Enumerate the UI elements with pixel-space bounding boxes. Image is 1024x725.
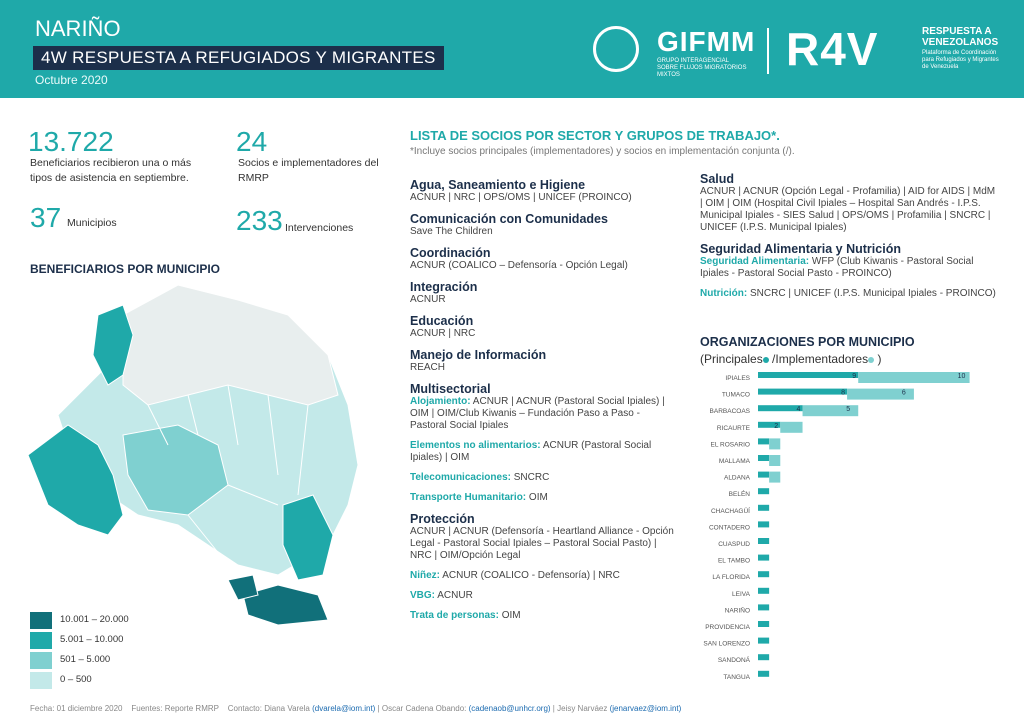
sub-text: OIM	[501, 610, 521, 621]
bar-principales	[758, 521, 769, 527]
bar-principales	[758, 455, 769, 461]
category-label: CUASPUD	[718, 541, 750, 548]
sector-proteccion	[410, 512, 675, 622]
footer-email-link[interactable]: (jenarvaez@iom.int)	[609, 704, 682, 713]
sub-label: Seguridad Alimentaria:	[700, 256, 810, 267]
bar-implementadores	[780, 422, 802, 433]
sub-ninez	[410, 570, 675, 582]
sub-vbg	[410, 590, 675, 602]
r4v-logo-text: RESPUESTA A VENEZOLANOS	[922, 26, 999, 48]
bar-principales	[758, 505, 769, 511]
bar-value-label: 6	[901, 389, 906, 397]
sector-text: ACNUR	[410, 294, 446, 305]
category-label: SANDONÁ	[717, 657, 750, 665]
legend-label: 10.001 – 20.000	[60, 614, 129, 625]
sector-text: ACNUR | NRC	[410, 328, 476, 339]
sector-title: Educación	[410, 314, 474, 328]
header-banner	[0, 0, 1024, 98]
chart-subtitle-c: )	[877, 352, 882, 366]
legend-item	[30, 652, 290, 670]
bar-value-label: 4	[796, 406, 801, 414]
report-date: Octubre 2020	[35, 73, 108, 87]
sector-title: Integración	[410, 280, 478, 294]
sub-label: Elementos no alimentarios:	[410, 440, 541, 451]
sub-label: Trata de personas:	[410, 610, 499, 621]
chart-subtitle	[700, 352, 881, 366]
sub-nutricion	[700, 288, 1000, 300]
legend-swatch	[30, 612, 52, 629]
bar-principales	[758, 438, 769, 444]
category-label: NARIÑO	[724, 607, 750, 615]
sub-seg-alimentaria	[700, 256, 1000, 280]
category-label: EL TAMBO	[717, 557, 750, 565]
chart-subtitle-b: /Implementadores	[772, 352, 869, 366]
map-title: BENEFICIARIOS POR MUNICIPIO	[30, 262, 221, 276]
sub-text: ACNUR	[437, 590, 473, 601]
sector-text: ACNUR (COALICO – Defensoría - Opción Legal)	[410, 260, 628, 271]
sub-text: ACNUR (Pastoral Social Ipiales) | OIM	[410, 440, 652, 463]
category-label: SAN LORENZO	[703, 640, 750, 648]
bar-value-label: 9	[852, 373, 857, 380]
sector-educacion	[410, 314, 675, 340]
category-label: ALDANA	[723, 474, 750, 482]
bar-principales	[758, 555, 769, 561]
sub-telecom	[410, 472, 675, 484]
bar-principales	[758, 671, 769, 677]
footer-email-link[interactable]: (cadenaob@unhcr.org)	[468, 704, 551, 713]
r4v-logo-desc: Plataforma de Coordinación para Refugiados y Migrantes de Venezuela	[922, 50, 999, 70]
legend-dot-implementadores	[868, 357, 874, 363]
sub-transporte	[410, 492, 675, 504]
gifmm-logo	[593, 26, 756, 78]
bar-value-label: 8	[841, 389, 845, 397]
municipalities-label: Municipios	[67, 217, 117, 229]
bar-principales	[758, 654, 769, 660]
sub-text: SNCRC	[513, 472, 550, 483]
sector-agua	[410, 178, 675, 204]
partners-list-note: *Incluye socios principales (implementadores) y socios en implementación conjunta (/).	[410, 146, 795, 157]
partners-column-left	[410, 178, 675, 630]
sub-text: SNCRC | UNICEF (I.P.S. Municipal Ipiales - PROINCO)	[750, 288, 996, 299]
sector-text: REACH	[410, 362, 446, 373]
organizations-chart	[690, 370, 1010, 690]
bar-principales	[758, 372, 858, 378]
category-label: LA FLORIDA	[712, 574, 750, 582]
category-label: TUMACO	[721, 391, 750, 399]
bar-principales	[758, 604, 769, 610]
legend-swatch	[30, 632, 52, 649]
bar-value-label: 2	[774, 422, 779, 430]
bar-principales	[758, 571, 769, 577]
sector-multisectorial	[410, 382, 675, 504]
sector-title: Protección	[410, 512, 475, 526]
category-label: CONTADERO	[708, 524, 750, 532]
legend-item	[30, 672, 290, 690]
legend-label: 5.001 – 10.000	[60, 634, 124, 645]
sub-label: Alojamiento:	[410, 396, 471, 407]
category-label: RICAURTE	[716, 424, 750, 432]
bar-value-label: 5	[846, 406, 851, 414]
legend-item	[30, 632, 290, 650]
category-label: PROVIDENCIA	[705, 624, 750, 631]
category-label: TANGUA	[723, 673, 750, 681]
chart-title: ORGANIZACIONES POR MUNICIPIO	[700, 335, 915, 349]
sub-label: Telecomunicaciones:	[410, 472, 511, 483]
municipalities-count: 37	[30, 202, 62, 233]
bar-value-label: 10	[957, 373, 966, 380]
category-label: CHACHAGÜÍ	[710, 507, 750, 515]
legend-dot-principales	[763, 357, 769, 363]
sector-seguridad	[700, 242, 1000, 300]
sub-alojamiento	[410, 396, 675, 432]
bar-principales	[758, 638, 769, 644]
sub-label: VBG:	[410, 590, 435, 601]
sector-manejo	[410, 348, 675, 374]
footer-contact-2: | Oscar Cadena Obando:	[377, 704, 467, 713]
bar-principales	[758, 472, 769, 478]
footer-sources: Fuentes: Reporte RMRP	[131, 704, 219, 713]
beneficiaries-count: 13.722	[28, 126, 114, 157]
gifmm-logo-desc: GRUPO INTERAGENCIAL SOBRE FLUJOS MIGRATORIOS MIXTOS	[657, 58, 747, 78]
sector-text: ACNUR | ACNUR (Defensoría - Heartland Alliance - Opción Legal - Pastoral Social Ipiales – Pastoral Social Pasto) | NRC | OIM/Opción Legal	[410, 526, 674, 561]
chart-subtitle-a: (Principales	[700, 352, 763, 366]
legend-swatch	[30, 652, 52, 669]
partners-label: Socios e implementadores del RMRP	[238, 157, 379, 184]
bar-principales	[758, 588, 769, 594]
sector-text: ACNUR | NRC | OPS/OMS | UNICEF (PROINCO)	[410, 192, 632, 203]
bar-principales	[758, 621, 769, 627]
sub-text: ACNUR (COALICO - Defensoría) | NRC	[442, 570, 620, 581]
sector-title: Salud	[700, 172, 735, 186]
bar-implementadores	[769, 472, 780, 483]
logo-divider	[767, 28, 769, 74]
bar-implementadores	[769, 438, 780, 449]
sector-title: Agua, Saneamiento e Higiene	[410, 178, 586, 192]
gifmm-logo-text: GIFMM	[657, 26, 756, 57]
legend-swatch	[30, 672, 52, 689]
partners-count: 24	[236, 126, 268, 157]
sub-text: OIM	[528, 492, 548, 503]
category-label: EL ROSARIO	[710, 441, 750, 449]
legend-label: 501 – 5.000	[60, 654, 111, 665]
sub-elementos	[410, 440, 675, 464]
sector-text: Save The Children	[410, 226, 493, 237]
interventions-count: 233	[236, 205, 283, 236]
footer-email-link[interactable]: (dvarela@iom.int)	[312, 704, 376, 713]
page-title: NARIÑO	[35, 16, 121, 41]
sub-trata	[410, 610, 675, 622]
category-label: LEIVA	[732, 590, 750, 598]
r4v-logo: R4V	[786, 23, 879, 75]
interventions-label: Intervenciones	[285, 222, 354, 234]
footer-contact: Contacto: Diana Varela	[227, 704, 310, 713]
sub-label: Nutrición:	[700, 288, 748, 299]
narino-map	[28, 275, 373, 625]
sector-text: ACNUR | ACNUR (Opción Legal - Profamilia) | AID for AIDS | MdM | OIM | OIM (Hospital Civil Ipiales – Hospital San Andrés - I.P.S. Municipal Ipiales - SIES Salud | OPS/OMS | Profamilia | SNCRC | UNICEF (I.P.S. Municipal Ipiales)	[700, 186, 996, 233]
legend-item	[30, 612, 290, 630]
sub-label: Niñez:	[410, 570, 440, 581]
beneficiaries-label: Beneficiarios recibieron una o más tipos de asistencia en septiembre.	[30, 157, 192, 184]
bar-principales	[758, 538, 769, 544]
bar-principales	[758, 389, 847, 395]
sub-text: WFP (Club Kiwanis - Pastoral Social Ipiales - Pastoral Social Pasto - PROINCO)	[700, 256, 974, 279]
category-label: MALLAMA	[718, 458, 750, 465]
bar-principales	[758, 488, 769, 494]
category-label: BELÉN	[728, 491, 750, 499]
page-subtitle: 4W RESPUESTA A REFUGIADOS Y MIGRANTES	[33, 46, 444, 70]
bar-implementadores	[769, 455, 780, 466]
sector-title: Coordinación	[410, 246, 491, 260]
globe-icon	[593, 26, 639, 72]
footer	[30, 704, 681, 713]
sub-text: ACNUR | ACNUR (Pastoral Social Ipiales) | OIM | OIM/Club Kiwanis – Fundación Paso a Paso - Pastoral Social Ipiales	[410, 396, 665, 431]
sector-integracion	[410, 280, 675, 306]
category-label: BARBACOAS	[709, 408, 750, 416]
map-region-cumbal	[228, 575, 258, 600]
sector-title: Manejo de Información	[410, 348, 547, 362]
sector-title: Multisectorial	[410, 382, 491, 396]
sector-comunicacion	[410, 212, 675, 238]
sector-title: Comunicación con Comunidades	[410, 212, 608, 226]
category-label: IPIALES	[725, 375, 750, 382]
sector-title: Seguridad Alimentaria y Nutrición	[700, 242, 901, 256]
partners-list-title: LISTA DE SOCIOS POR SECTOR Y GRUPOS DE TRABAJO*.	[410, 128, 780, 143]
sector-salud	[700, 172, 1000, 234]
footer-contact-3: | Jeisy Narváez	[552, 704, 608, 713]
bar-implementadores	[858, 372, 969, 383]
legend-label: 0 – 500	[60, 674, 92, 685]
footer-date: Fecha: 01 diciembre 2020	[30, 704, 123, 713]
sub-label: Transporte Humanitario:	[410, 492, 527, 503]
partners-column-right	[700, 172, 1000, 308]
sector-coordinacion	[410, 246, 675, 272]
